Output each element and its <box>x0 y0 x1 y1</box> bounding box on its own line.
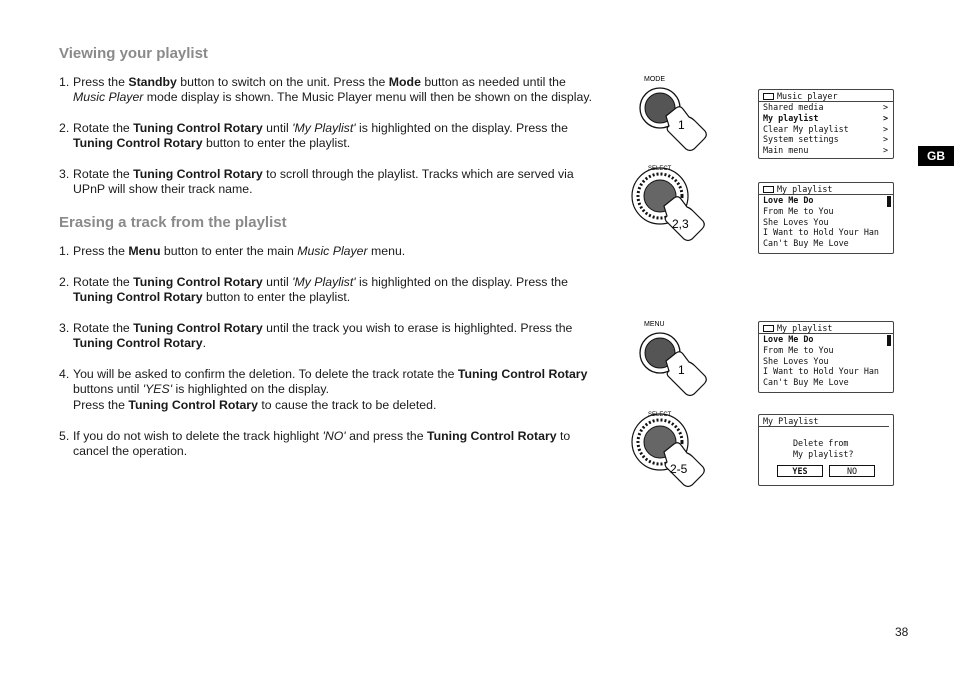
instruction-step <box>59 244 608 259</box>
step-text-line: Press the Tuning Control Rotary to cause the track to be deleted. <box>73 397 437 412</box>
step-number: 1. <box>59 244 70 258</box>
instruction-step <box>59 367 608 413</box>
display-scrollbar <box>887 196 891 207</box>
no-option: NO <box>829 465 875 477</box>
yes-option: YES <box>777 465 823 477</box>
display-list-item: I Want to Hold Your Han <box>763 227 879 238</box>
playlist-icon <box>763 186 774 193</box>
display-list-item: Can't Buy Me Love <box>763 238 849 249</box>
display-list-item: Love Me Do <box>763 195 814 205</box>
step-text-line: Rotate the Tuning Control Rotary to scroll through the playlist. Tracks which are served via <box>73 167 574 181</box>
chevron-right-icon: > <box>882 134 888 145</box>
display-list-item: From Me to You <box>763 205 834 216</box>
step-text-line: Music Player mode display is shown. The Music Player menu will then be shown on the display. <box>73 90 592 105</box>
display-title: Music player <box>759 90 893 102</box>
step-number: 2. <box>59 121 70 135</box>
display-title: My playlist <box>759 322 893 334</box>
display-list-item: Main menu > <box>763 145 888 156</box>
step-number: 3. <box>59 167 70 181</box>
display-track-list <box>759 195 893 249</box>
display-list-item: She Loves You <box>763 355 829 366</box>
step-text-line: Tuning Control Rotary. <box>73 336 206 351</box>
step-text-line: Rotate the Tuning Control Rotary until 'My Playlist' is highlighted on the display. Press the <box>73 121 568 135</box>
instruction-step <box>59 429 608 460</box>
playlist-icon <box>763 325 774 332</box>
step-number: 1. <box>59 75 70 89</box>
step-text-line: Rotate the Tuning Control Rotary until 'My Playlist' is highlighted on the display. Press the <box>73 275 568 289</box>
knob-select-label: SELECT <box>648 412 672 418</box>
display-track-list <box>759 334 893 388</box>
knob-select-label: SELECT <box>648 166 672 172</box>
display-list-item: Can't Buy Me Love <box>763 377 849 388</box>
finger-icon <box>666 107 706 151</box>
menu-button-press-illustration <box>628 317 720 409</box>
step-text-line: cancel the operation. <box>73 444 188 459</box>
display-list-item: Shared media > <box>763 102 888 112</box>
display-title: My Playlist <box>759 415 889 427</box>
mode-button-press-illustration <box>628 72 720 164</box>
instruction-step <box>59 321 608 352</box>
display-list-item: System settings > <box>763 134 888 145</box>
display-music-player-menu <box>758 89 894 159</box>
rotary-knob-illustration <box>628 164 720 250</box>
display-list-item: She Loves You <box>763 216 829 227</box>
step-text-line: Tuning Control Rotary button to enter the playlist. <box>73 290 351 305</box>
chevron-right-icon: > <box>882 123 888 134</box>
display-list-item: Clear My playlist > <box>763 123 888 134</box>
step-number-label: 2,3 <box>672 217 689 231</box>
display-menu-list <box>759 102 893 156</box>
step-text-line: Press the Standby button to switch on the unit. Press the Mode button as needed until the <box>73 75 566 89</box>
step-text-line: You will be asked to confirm the deletion. To delete the track rotate the Tuning Control Rotary <box>73 367 588 381</box>
chevron-right-icon: > <box>882 112 888 123</box>
instruction-step <box>59 275 608 306</box>
step-text-line: UPnP will show their track name. <box>73 182 253 197</box>
finger-icon <box>666 352 706 396</box>
confirm-message: Delete from My playlist? <box>793 438 854 459</box>
display-list-item: From Me to You <box>763 344 834 355</box>
step-number: 2. <box>59 275 70 289</box>
mode-button-label: MODE <box>644 76 665 83</box>
chevron-right-icon: > <box>882 145 888 156</box>
music-player-icon <box>763 93 774 100</box>
instruction-step <box>59 167 608 198</box>
display-my-playlist <box>758 321 894 393</box>
step-text-line: Tuning Control Rotary button to enter the playlist. <box>73 136 351 151</box>
step-text-line: If you do not wish to delete the track highlight 'NO' and press the Tuning Control Rotary to <box>73 429 571 443</box>
section-heading-viewing-playlist: Viewing your playlist <box>59 45 208 62</box>
step-number: 3. <box>59 321 70 335</box>
rotary-knob-illustration <box>628 410 720 496</box>
step-text-line: Rotate the Tuning Control Rotary until the track you wish to erase is highlighted. Press the <box>73 321 573 335</box>
menu-button-label: MENU <box>644 321 665 328</box>
display-scrollbar <box>887 335 891 346</box>
step-number-label: 2-5 <box>670 462 688 476</box>
display-my-playlist <box>758 182 894 254</box>
chevron-right-icon: > <box>882 102 888 112</box>
language-tab-gb: GB <box>918 146 954 166</box>
step-number-label: 1 <box>678 118 685 132</box>
display-delete-confirm <box>758 414 894 486</box>
step-number: 5. <box>59 429 70 443</box>
step-number-label: 1 <box>678 363 685 377</box>
instruction-step <box>59 75 608 106</box>
step-text-line: Press the Menu button to enter the main Music Player menu. <box>73 244 406 258</box>
step-number: 4. <box>59 367 70 381</box>
display-list-item: Love Me Do <box>763 334 814 344</box>
instruction-step <box>59 121 608 152</box>
display-list-item: I Want to Hold Your Han <box>763 366 879 377</box>
page-number: 38 <box>895 625 909 639</box>
step-text-line: buttons until 'YES' is highlighted on the display. <box>73 382 330 397</box>
display-title: My playlist <box>759 183 893 195</box>
display-list-item: My playlist > <box>763 112 888 123</box>
section-heading-erasing-track: Erasing a track from the playlist <box>59 214 287 231</box>
